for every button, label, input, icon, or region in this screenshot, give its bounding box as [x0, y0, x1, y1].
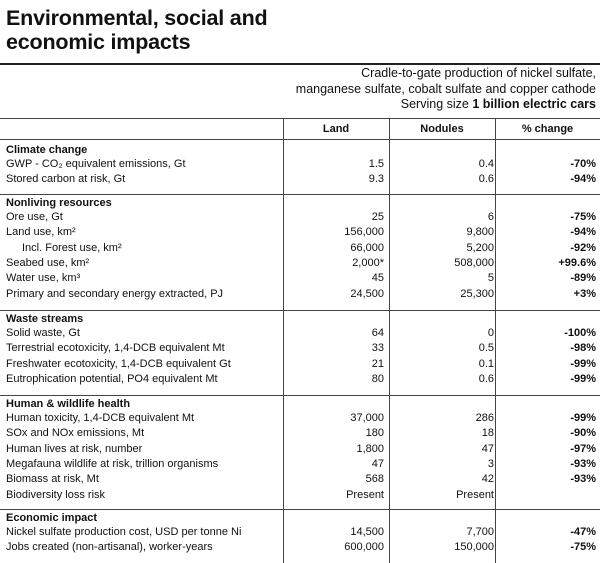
- table-row: [0, 241, 600, 255]
- table-row: [0, 326, 600, 340]
- subtitle-line-1: Cradle-to-gate production of nickel sulfate,: [361, 66, 596, 80]
- column-header-land: Land: [322, 123, 350, 135]
- land-value: 156,000: [344, 226, 384, 239]
- table-row: [0, 442, 600, 456]
- section-title: Nonliving resources: [6, 197, 112, 209]
- land-value: 180: [365, 427, 384, 440]
- section-divider: [0, 509, 600, 510]
- percent-change-value: -98%: [570, 342, 596, 355]
- percent-change-value: -92%: [570, 241, 596, 254]
- percent-change-value: +99.6%: [558, 256, 596, 269]
- column-header-nodules: Nodules: [420, 123, 464, 135]
- row-label: Terrestrial ecotoxicity, 1,4-DCB equivalent Mt: [6, 342, 225, 355]
- section-divider: [0, 395, 600, 396]
- land-value: 24,500: [350, 287, 384, 300]
- subtitle-line-2: manganese sulfate, cobalt sulfate and copper cathode: [295, 81, 596, 96]
- row-label: Megafauna wildlife at risk, trillion organisms: [6, 457, 219, 470]
- land-value: 33: [371, 342, 384, 355]
- table-row: [0, 488, 600, 502]
- section-divider: [0, 194, 600, 195]
- row-label: Nickel sulfate production cost, USD per tonne Ni: [6, 526, 242, 538]
- table-row: [0, 172, 600, 186]
- title-line-2: economic impacts: [6, 30, 191, 54]
- row-label: Solid waste, Gt: [6, 327, 80, 339]
- table-row: [0, 426, 600, 440]
- row-label: GWP - CO₂ equivalent emissions, Gt: [6, 158, 186, 170]
- land-value: 37,000: [350, 412, 384, 424]
- nodules-value: 286: [475, 412, 494, 424]
- nodules-value: Present: [456, 488, 494, 501]
- table-row: [0, 157, 600, 171]
- land-value: 600,000: [344, 541, 384, 554]
- section-title: Waste streams: [6, 313, 84, 325]
- row-label: Jobs created (non-artisanal), worker-years: [6, 541, 213, 554]
- percent-change-value: -99%: [570, 372, 596, 385]
- row-label: Ore use, Gt: [6, 211, 63, 223]
- table-row: [0, 256, 600, 270]
- percent-change-value: -70%: [570, 158, 596, 170]
- table-row: [0, 372, 600, 386]
- section-title: Human & wildlife health: [6, 398, 131, 410]
- row-label: Water use, km³: [6, 272, 81, 285]
- nodules-value: 0.6: [478, 372, 494, 385]
- row-label: Incl. Forest use, km²: [22, 241, 122, 254]
- section-divider: [0, 310, 600, 311]
- percent-change-value: -47%: [570, 526, 596, 538]
- row-label: Biomass at risk, Mt: [6, 473, 99, 486]
- row-label: Primary and secondary energy extracted, PJ: [6, 287, 224, 300]
- title-line-1: Environmental, social and: [6, 6, 268, 30]
- row-label: Eutrophication potential, PO4 equivalent Mt: [6, 372, 218, 385]
- nodules-value: 0.1: [478, 357, 494, 370]
- table-row: [0, 341, 600, 355]
- table-row: [0, 357, 600, 371]
- table-row: [0, 525, 600, 539]
- percent-change-value: -75%: [570, 541, 596, 554]
- land-value: 64: [371, 327, 384, 339]
- row-label: Land use, km²: [6, 226, 76, 239]
- title-rule: [0, 63, 600, 65]
- nodules-value: 25,300: [460, 287, 494, 300]
- page-title: [6, 6, 566, 54]
- land-value: 45: [371, 272, 384, 285]
- table-row: [0, 411, 600, 425]
- nodules-value: 0.4: [478, 158, 494, 170]
- land-value: 9.3: [368, 173, 384, 186]
- percent-change-value: +3%: [573, 287, 596, 300]
- land-value: 47: [371, 457, 384, 470]
- percent-change-value: -90%: [570, 427, 596, 440]
- row-label: Stored carbon at risk, Gt: [6, 173, 126, 186]
- row-label: Human lives at risk, number: [6, 442, 143, 455]
- nodules-value: 9,800: [466, 226, 494, 239]
- land-value: Present: [346, 488, 384, 501]
- nodules-value: 5: [487, 272, 494, 285]
- section-title: Economic impact: [6, 512, 98, 524]
- table-row: [0, 271, 600, 285]
- land-value: 25: [371, 211, 384, 223]
- percent-change-value: -99%: [570, 412, 596, 424]
- nodules-value: 0.6: [478, 173, 494, 186]
- land-value: 66,000: [350, 241, 384, 254]
- table-row: [0, 472, 600, 486]
- nodules-value: 5,200: [466, 241, 494, 254]
- subtitle-line-3: [176, 97, 596, 113]
- table-row: [0, 210, 600, 224]
- nodules-value: 6: [487, 211, 494, 223]
- table-row: [0, 287, 600, 301]
- table-row: [0, 540, 600, 554]
- column-header-row: [0, 118, 600, 140]
- land-value: 21: [371, 357, 384, 370]
- percent-change-value: -99%: [570, 357, 596, 370]
- serving-size-value: 1 billion electric cars: [472, 97, 596, 111]
- land-value: 568: [365, 473, 384, 486]
- percent-change-value: -100%: [564, 327, 596, 339]
- nodules-value: 0.5: [478, 342, 494, 355]
- nodules-value: 150,000: [454, 541, 494, 554]
- section-title: Climate change: [6, 144, 88, 156]
- percent-change-value: -75%: [570, 211, 596, 223]
- nodules-value: 508,000: [454, 256, 494, 269]
- table-row: [0, 457, 600, 471]
- table-row: [0, 225, 600, 239]
- nodules-value: 47: [481, 442, 494, 455]
- percent-change-value: -94%: [570, 173, 596, 186]
- row-label: Human toxicity, 1,4-DCB equivalent Mt: [6, 412, 195, 424]
- row-label: Biodiversity loss risk: [6, 488, 106, 501]
- nodules-value: 18: [481, 427, 494, 440]
- land-value: 2,000*: [352, 256, 384, 269]
- nodules-value: 3: [487, 457, 494, 470]
- nodules-value: 7,700: [466, 526, 494, 538]
- percent-change-value: -93%: [570, 457, 596, 470]
- percent-change-value: -89%: [570, 272, 596, 285]
- row-label: Freshwater ecotoxicity, 1,4-DCB equivalent Gt: [6, 357, 231, 370]
- nodules-value: 42: [481, 473, 494, 486]
- percent-change-value: -97%: [570, 442, 596, 455]
- column-header-change: % change: [521, 123, 574, 135]
- row-label: SOx and NOx emissions, Mt: [6, 427, 145, 440]
- land-value: 14,500: [350, 526, 384, 538]
- land-value: 1,800: [356, 442, 384, 455]
- land-value: 1.5: [368, 158, 384, 170]
- land-value: 80: [371, 372, 384, 385]
- serving-size-prefix: Serving size: [400, 97, 473, 111]
- percent-change-value: -94%: [570, 226, 596, 239]
- percent-change-value: -93%: [570, 473, 596, 486]
- nodules-value: 0: [487, 327, 494, 339]
- subtitle: [176, 66, 596, 113]
- row-label: Seabed use, km²: [6, 256, 90, 269]
